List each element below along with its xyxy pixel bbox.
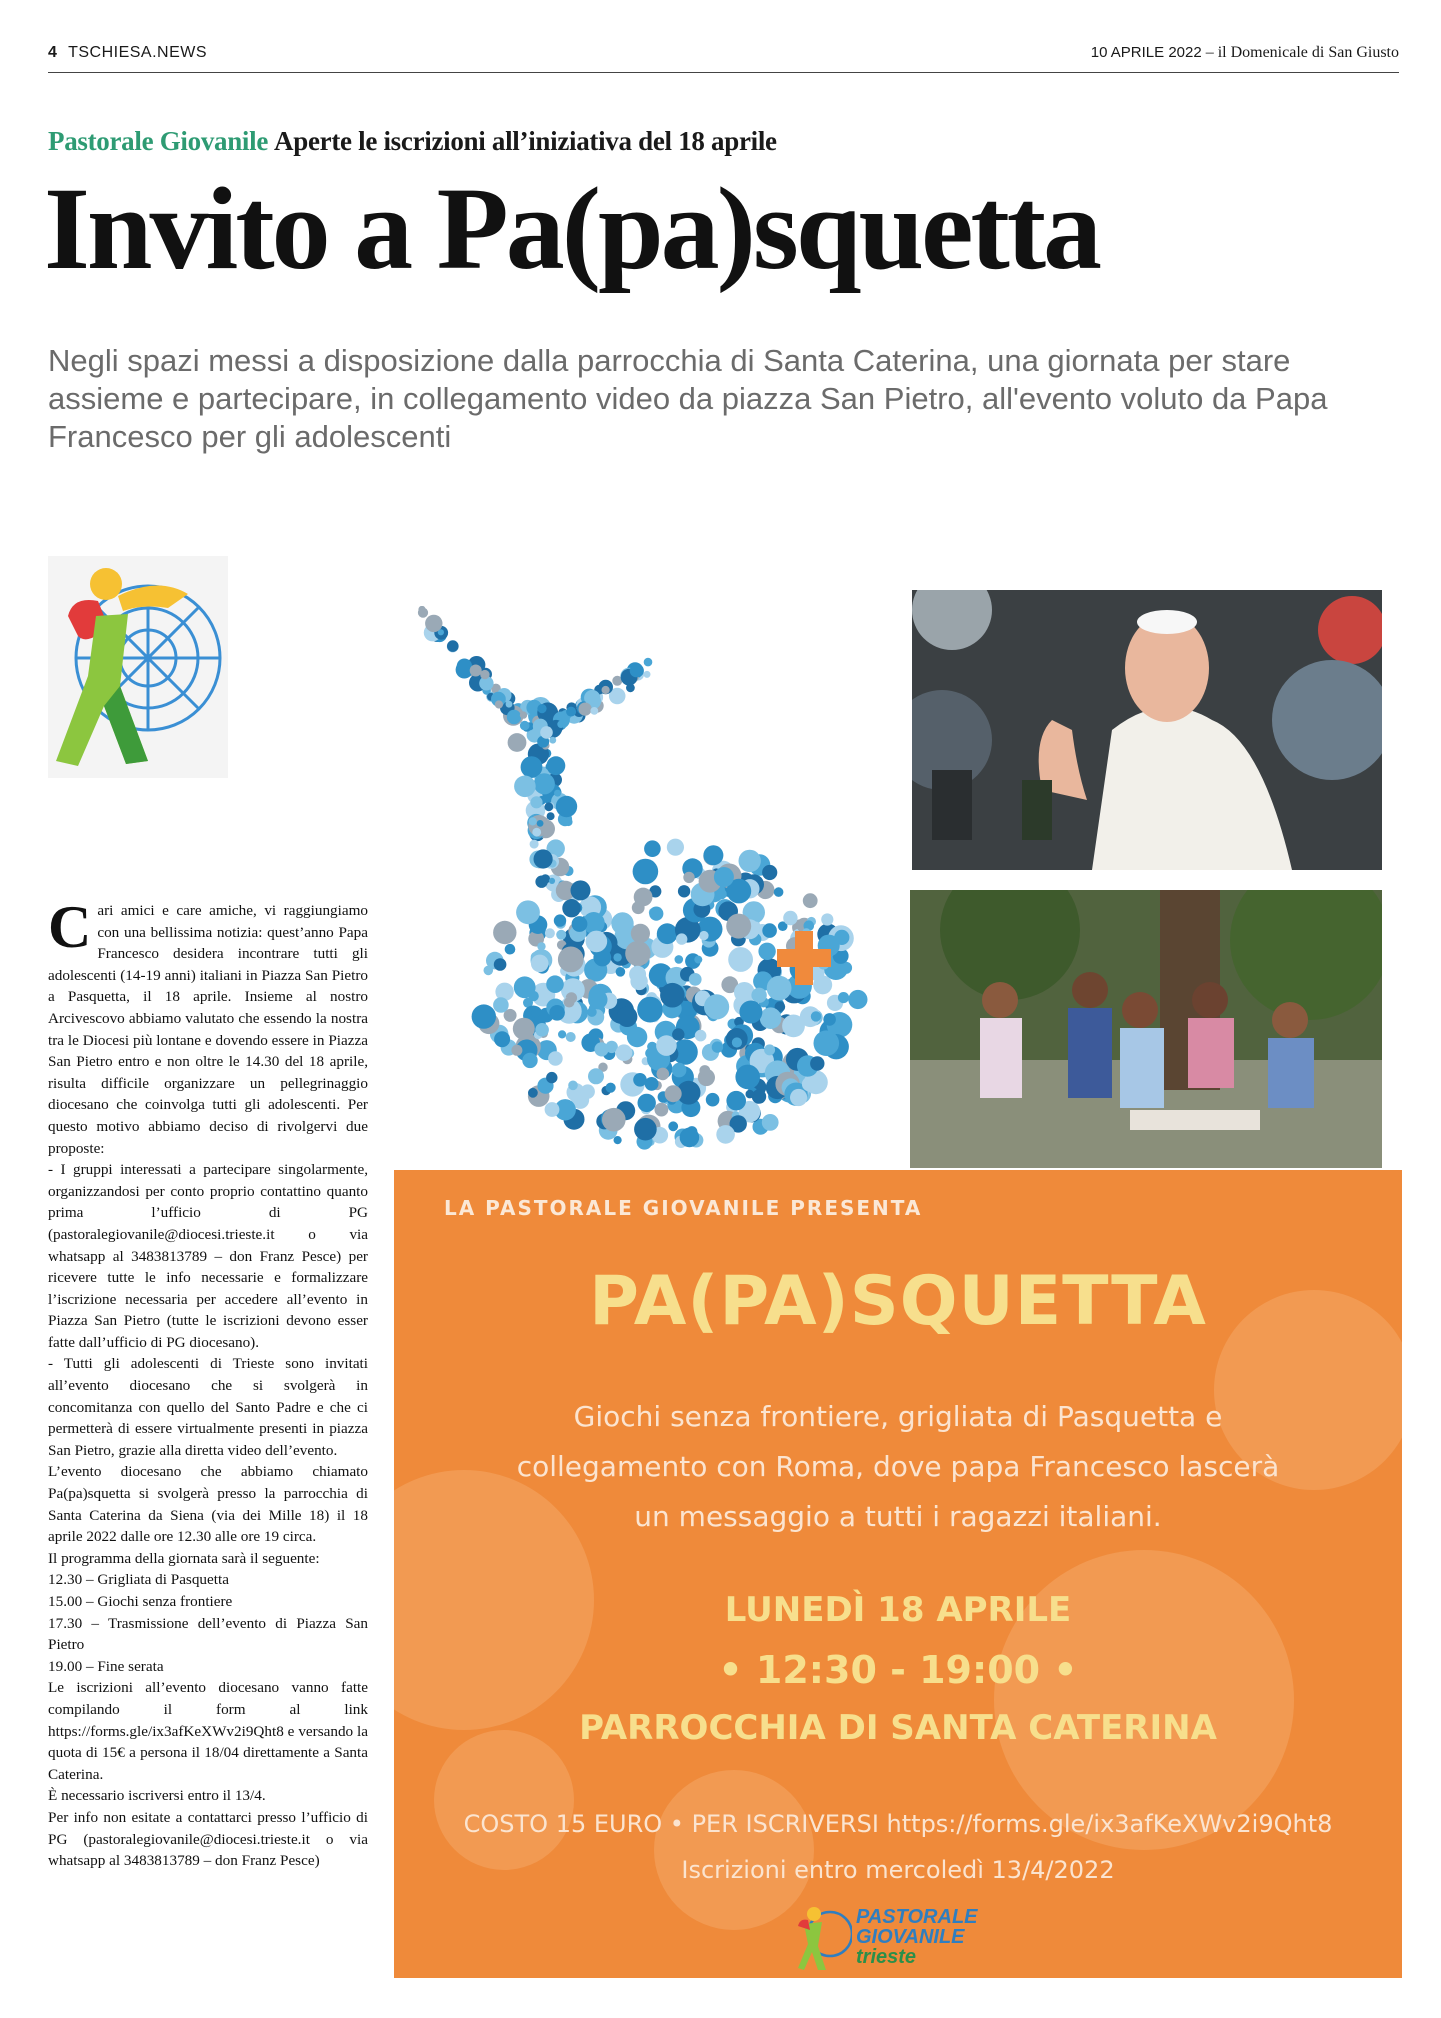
page-header-left (48, 44, 207, 62)
drop-cap: C (48, 894, 92, 960)
poster-title: PA(PA)SQUETTA (589, 1262, 1207, 1341)
poster-place: PARROCCHIA DI SANTA CATERINA (579, 1708, 1217, 1748)
poster-time: • 12:30 - 19:00 • (718, 1648, 1078, 1692)
article-subtitle: Negli spazi messi a disposizione dalla parrocchia di Santa Caterina, una giornata per stare assieme e partecipare, in collegamento video da piazza San Pietro, all'evento voluto da Papa Francesco per gli adolescenti (48, 343, 1328, 454)
body-paragraph: È necessario iscriversi entro il 13/4. (48, 1787, 266, 1805)
body-paragraph: 12.30 – Grigliata di Pasquetta (48, 1571, 229, 1589)
poster-logo-line3: trieste (856, 1946, 917, 1968)
poster-logo (796, 1904, 996, 1972)
body-paragraph: - I gruppi interessati a partecipare singolarmente, organizzandosi per conto proprio contattino quanto prima l’ufficio di PG (pastoralegiovanile@diocesi.trieste.it o via whatsapp al 3483813789 – don Franz Pesce) per ricevere tutte le info necessarie e formalizzare l’iscrizione necessaria per accedere all’evento in Piazza San Pietro (tutte le iscrizioni devono esser fatte dall’ufficio di PG diocesano). (48, 1161, 368, 1351)
poster-logo-line2: GIOVANILE (856, 1926, 965, 1948)
poster-description (394, 1392, 1402, 1542)
poster-cost-link[interactable]: COSTO 15 EURO • PER ISCRIVERSI https://forms.gle/ix3afKeXWv2i9Qht8 (463, 1810, 1333, 1838)
poster-description-line: collegamento con Roma, dove papa Francesco lascerà (516, 1450, 1280, 1483)
page-header-right (1091, 44, 1399, 62)
page-number: 4 (48, 44, 58, 61)
teens-group-photo (910, 890, 1382, 1168)
poster-presenta: LA PASTORALE GIOVANILE PRESENTA (444, 1196, 923, 1220)
kicker-text: Aperte le iscrizioni all’iniziativa del 18 aprile (274, 126, 777, 156)
header-divider (48, 72, 1399, 73)
site-name[interactable]: TSCHIESA.NEWS (68, 44, 208, 61)
article-title: Invito a Pa(pa)squetta (44, 163, 1100, 294)
body-paragraph: 15.00 – Giochi senza frontiere (48, 1593, 233, 1610)
body-paragraph: ari amici e care amiche, vi raggiungiamo con una bellissima notizia: quest’anno Papa Francesco desidera incontrare tutti gli adolescenti (14-19 anni) italiani in Piazza San Pietro a Pasquetta, il 18 aprile. Insieme al nostro Arcivescovo abbiamo valutato che essendo la nostra tra le Diocesi più lontane e dovendo essere in Piazza San Pietro entro e non oltre le 14.30 del 18 aprile, risulta difficile organizzare un pellegrinaggio diocesano che coinvolga tutti gli adolescenti. Per questo motivo abbiamo deciso di rivolgervi due proposte: (48, 902, 368, 1157)
body-paragraph: - Tutti gli adolescenti di Trieste sono invitati all’evento diocesano che si svolgerà in concomitanza con quello del Santo Padre e che ci permetterà di essere virtualmente presenti in piazza San Pietro, grazie alla diretta video dell’evento. (48, 1355, 368, 1459)
body-paragraph: 17.30 – Trasmissione dell’evento di Piazza San Pietro (48, 1614, 368, 1654)
pope-photo (912, 590, 1382, 870)
pastorale-giovanile-mini-logo-icon (796, 1904, 852, 1972)
article-kicker (48, 126, 777, 157)
poster-description-line: un messaggio a tutti i ragazzi italiani. (634, 1500, 1162, 1533)
whale-tail-illustration-icon (410, 606, 895, 1176)
article-body (48, 894, 368, 1872)
body-paragraph: Il programma della giornata sarà il seguente: (48, 1549, 320, 1567)
kicker-section: Pastorale Giovanile (48, 126, 269, 156)
body-paragraph: L’evento diocesano che abbiamo chiamato Pa(pa)squetta si svolgerà presso la parrocchia di Santa Caterina da Siena (via dei Mille 18) il 18 aprile 2022 dalle ore 12.30 alle ore 19 circa. (48, 1463, 368, 1546)
body-paragraph: 19.00 – Fine serata (48, 1657, 164, 1675)
body-paragraph: Le iscrizioni all’evento diocesano vanno fatte compilando il form al link https://forms.gle/ix3afKeXWv2i9Qht8 e versando la quota di 15€ a persona il 18/04 direttamente a Santa Caterina. (48, 1679, 368, 1783)
issue-date: 10 APRILE 2022 (1090, 44, 1202, 61)
poster-logo-line1: PASTORALE (856, 1906, 978, 1928)
poster-date: LUNEDÌ 18 APRILE (724, 1590, 1072, 1630)
pastorale-giovanile-logo-icon (48, 556, 228, 778)
publication-name: – il Domenicale di San Giusto (1205, 44, 1399, 61)
poster-description-line: Giochi senza frontiere, grigliata di Pasquetta e (573, 1400, 1223, 1433)
event-poster (394, 1170, 1402, 1978)
poster-deadline: Iscrizioni entro mercoledì 13/4/2022 (681, 1856, 1115, 1884)
body-paragraph: Per info non esitate a contattarci presso l’ufficio di PG (pastoralegiovanile@diocesi.trieste.it o via whatsapp al 3483813789 – don Franz Pesce) (48, 1808, 368, 1870)
